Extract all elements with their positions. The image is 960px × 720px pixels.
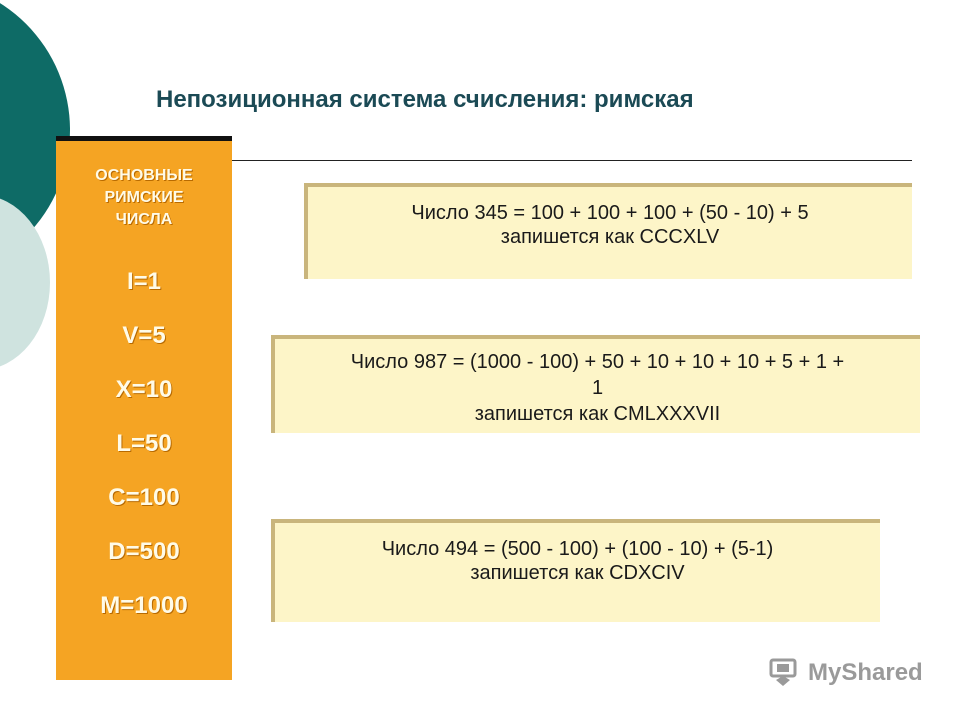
example-line: Число 494 = (500 - 100) + (100 - 10) + (5-1) — [381, 538, 774, 560]
panel-heading-line: ОСНОВНЫЕ — [95, 167, 193, 184]
example-line: 1 — [591, 377, 604, 399]
example-box-494 — [271, 519, 880, 622]
numeral-list — [56, 267, 232, 645]
numeral-item: M=1000 — [100, 592, 188, 619]
example-box-987 — [271, 335, 920, 433]
example-box-345 — [304, 183, 912, 279]
numeral-item: V=5 — [122, 322, 166, 349]
numeral-item: D=500 — [108, 538, 180, 565]
numeral-item: C=100 — [108, 484, 180, 511]
numeral-item: X=10 — [115, 376, 173, 403]
title-divider — [230, 160, 912, 161]
numeral-item: L=50 — [116, 430, 172, 457]
panel-heading-line: ЧИСЛА — [115, 211, 173, 228]
decorative-light-circle — [0, 195, 50, 370]
page-title: Непозиционная система счисления: римская — [156, 86, 694, 113]
example-line: Число 345 = 100 + 100 + 100 + (50 - 10) + 5 — [411, 202, 809, 224]
example-line: запишется как CMLXXXVII — [474, 403, 721, 425]
myshared-watermark — [768, 658, 923, 688]
roman-numerals-panel — [56, 136, 232, 680]
example-line: запишется как CCCXLV — [500, 226, 720, 248]
example-line: запишется как CDXCIV — [470, 562, 685, 584]
numeral-item: I=1 — [126, 268, 162, 295]
panel-heading-line: РИМСКИЕ — [104, 189, 184, 206]
panel-heading — [56, 165, 232, 231]
example-line: Число 987 = (1000 - 100) + 50 + 10 + 10 + 10 + 5 + 1 + — [350, 351, 845, 373]
myshared-logo-icon — [768, 658, 802, 688]
watermark-text: MyShared — [808, 659, 923, 686]
